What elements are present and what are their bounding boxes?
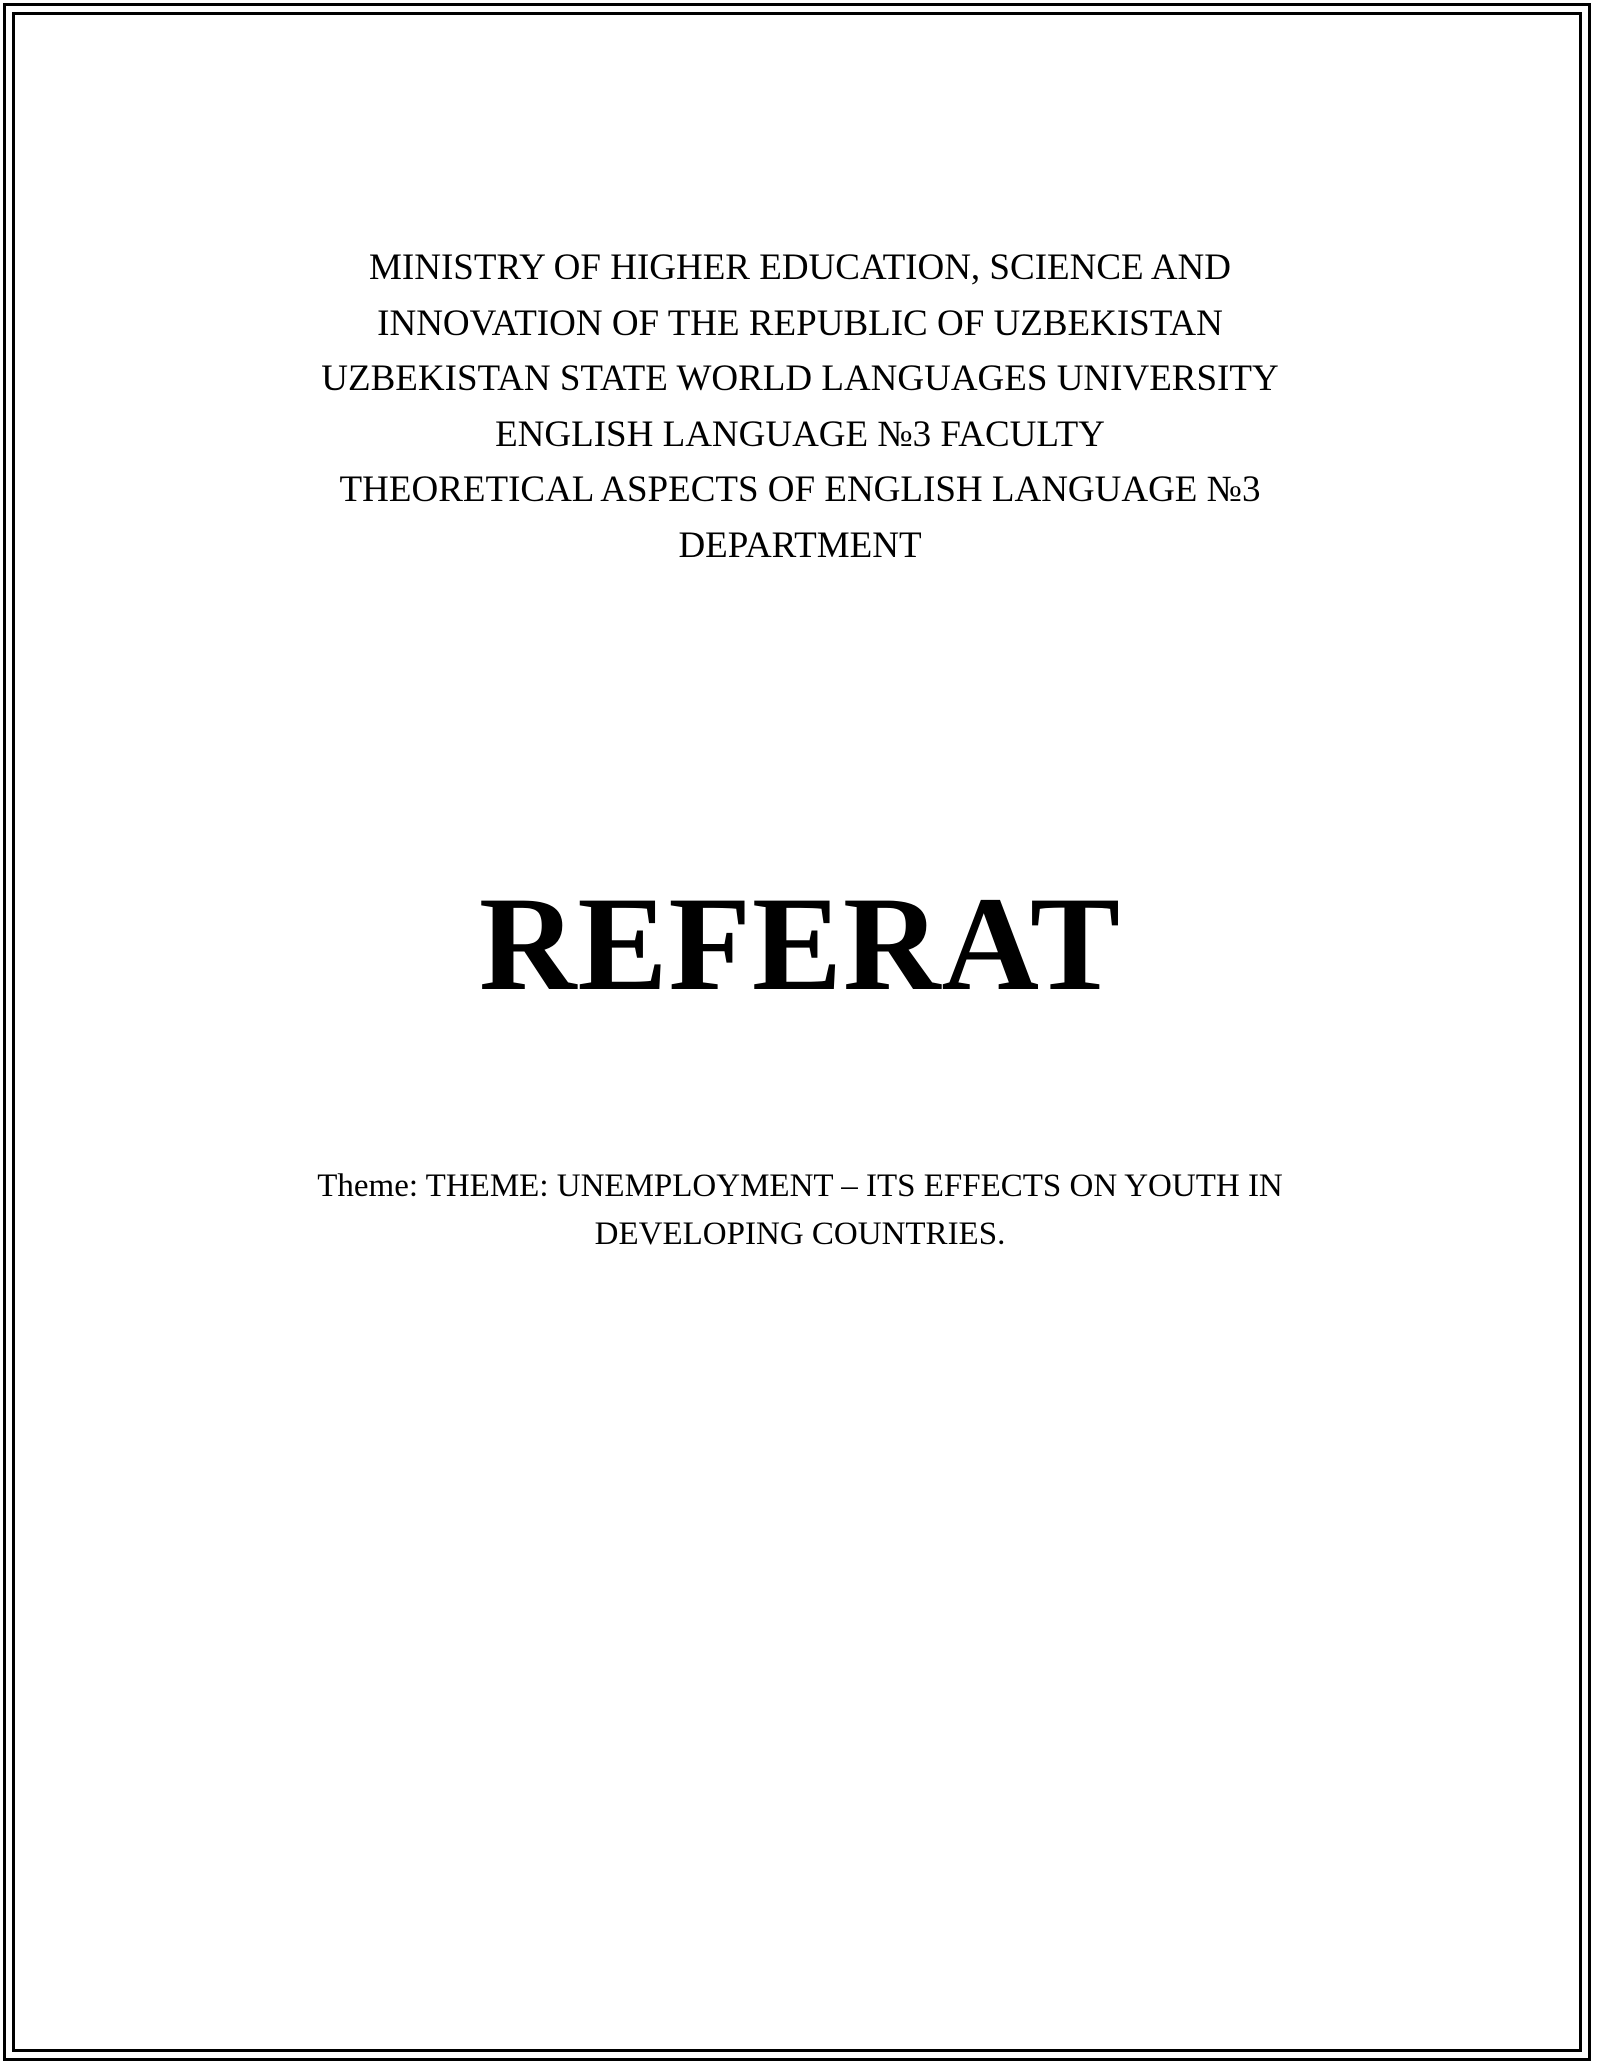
header-line-department: THEORETICAL ASPECTS OF ENGLISH LANGUAGE №3 <box>339 469 1261 510</box>
theme-line-2: DEVELOPING COUNTRIES. <box>594 1216 1006 1252</box>
theme-line-1: Theme: THEME: UNEMPLOYMENT – ITS EFFECTS ON YOUTH IN <box>317 1168 1283 1204</box>
header-line-republic: INNOVATION OF THE REPUBLIC OF UZBEKISTAN <box>377 302 1223 344</box>
header-line-ministry: MINISTRY OF HIGHER EDUCATION, SCIENCE AND <box>369 247 1231 288</box>
header-line-university: UZBEKISTAN STATE WORLD LANGUAGES UNIVERSITY <box>321 358 1279 399</box>
header-line-department-cont: DEPARTMENT <box>678 524 922 566</box>
document-title: REFERAT <box>478 870 1122 1019</box>
theme-block <box>200 1162 1400 1258</box>
header-line-faculty: ENGLISH LANGUAGE №3 FACULTY <box>495 413 1105 455</box>
institution-header <box>200 240 1400 573</box>
